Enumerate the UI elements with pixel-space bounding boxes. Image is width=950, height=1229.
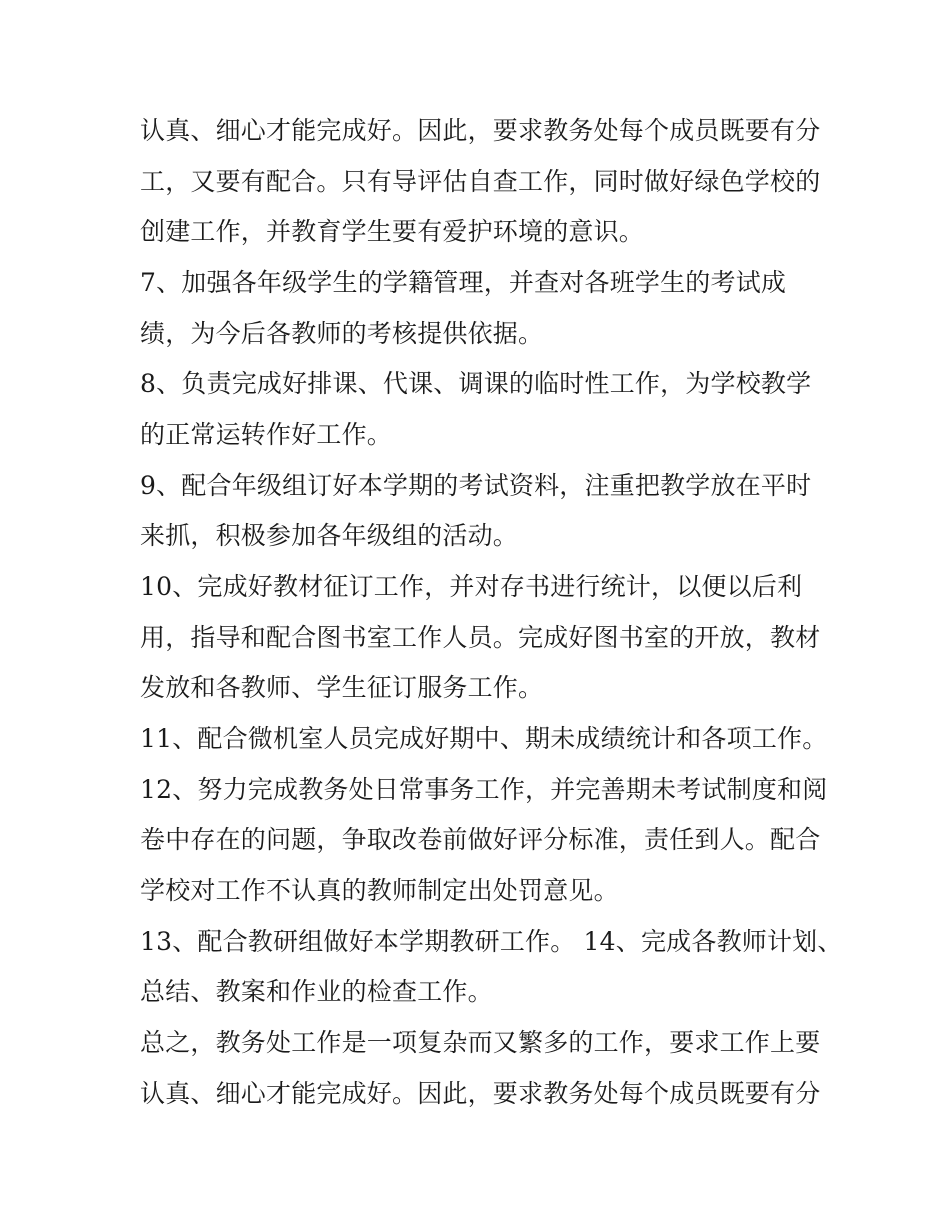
text-line: 10、完成好教材征订工作，并对存书进行统计，以便以后利	[140, 572, 803, 601]
text-line: 总结、教案和作业的检查工作。	[140, 977, 493, 1006]
text-line: 来抓，积极参加各年级组的活动。	[140, 521, 519, 550]
text-line: 总之，教务处工作是一项复杂而又繁多的工作，要求工作上要	[140, 1028, 821, 1057]
text-line: 认真、细心才能完成好。因此，要求教务处每个成员既要有分	[140, 116, 821, 145]
text-line: 12、努力完成教务处日常事务工作，并完善期未考试制度和阅	[140, 775, 828, 804]
text-line: 9、配合年级组订好本学期的考试资料，注重把教学放在平时	[140, 471, 812, 500]
text-line: 的正常运转作好工作。	[140, 420, 393, 449]
text-line: 13、配合教研组做好本学期教研工作。 14、完成各教师计划、	[140, 927, 843, 956]
text-line: 学校对工作不认真的教师制定出处罚意见。	[140, 876, 619, 905]
text-line: 发放和各教师、学生征订服务工作。	[140, 673, 544, 702]
text-line: 7、加强各年级学生的学籍管理，并查对各班学生的考试成	[140, 268, 787, 297]
text-line: 卷中存在的问题，争取改卷前做好评分标准，责任到人。配合	[140, 825, 821, 854]
text-line: 工，又要有配合。只有导评估自查工作，同时做好绿色学校的	[140, 167, 821, 196]
text-line: 8、负责完成好排课、代课、调课的临时性工作，为学校教学	[140, 369, 812, 398]
text-line: 11、配合微机室人员完成好期中、期未成绩统计和各项工作。	[140, 724, 828, 753]
text-line: 绩，为今后各教师的考核提供依据。	[140, 319, 544, 348]
text-line: 用，指导和配合图书室工作人员。完成好图书室的开放，教材	[140, 623, 821, 652]
text-line: 创建工作，并教育学生要有爱护环境的意识。	[140, 217, 645, 246]
text-line: 认真、细心才能完成好。因此，要求教务处每个成员既要有分	[140, 1079, 821, 1108]
